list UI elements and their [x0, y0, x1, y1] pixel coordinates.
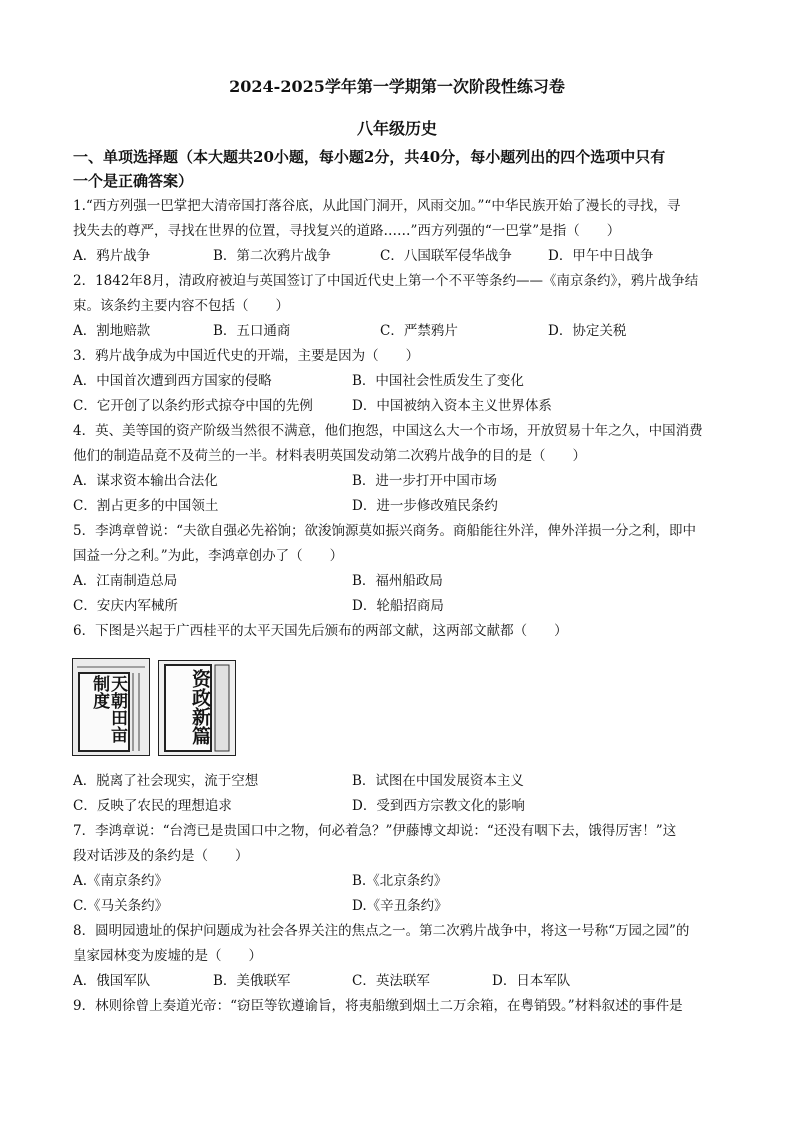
q2-option-b: B．五口通商	[213, 323, 291, 339]
q3-option-b: B．中国社会性质发生了变化	[352, 373, 524, 389]
q3-option-c: C．它开创了以条约形式掠夺中国的先例	[73, 398, 313, 414]
q7-stem-line1: 7．李鸿章说：“台湾已是贵国口中之物，何必着急？”伊藤博文却说：“还没有咽下去，饿得厉害！”这	[73, 823, 677, 839]
q4-option-b: B．进一步打开中国市场	[352, 473, 497, 489]
q1-option-b: B．第二次鸦片战争	[213, 248, 331, 264]
q6-option-d: D．受到西方宗教文化的影响	[352, 798, 525, 814]
q2-option-d: D．协定关税	[548, 323, 627, 339]
q2-option-c: C．严禁鸦片	[380, 323, 458, 339]
q6-option-c: C．反映了农民的理想追求	[73, 798, 232, 814]
q4-stem-line1: 4．英、美等国的资产阶级当然很不满意，他们抱怨，中国这么大一个市场，开放贸易十年之久，中国消费	[73, 423, 703, 439]
q8-option-c: C．英法联军	[352, 973, 430, 989]
q3-option-d: D．中国被纳入资本主义世界体系	[352, 398, 552, 414]
q4-option-c: C．割占更多的中国领土	[73, 498, 219, 514]
exam-subtitle: 八年级历史	[356, 119, 437, 138]
q5-stem-line2: 国益一分之利。”为此，李鸿章创办了（ ）	[73, 548, 344, 564]
q6-option-b: B．试图在中国发展资本主义	[352, 773, 524, 789]
q7-option-b: B.《北京条约》	[352, 873, 448, 889]
q4-option-d: D．进一步修改殖民条约	[352, 498, 498, 514]
q5-option-b: B．福州船政局	[352, 573, 443, 589]
q8-option-d: D．日本军队	[492, 973, 571, 989]
q5-option-a: A．江南制造总局	[73, 573, 178, 589]
q7-stem-line2: 段对话涉及的条约是（ ）	[73, 848, 249, 864]
q1-stem-line2: 找失去的尊严，寻找在世界的位置，寻找复兴的道路……”西方列强的“一巴掌”是指（ ）	[73, 223, 621, 239]
q3-stem-line1: 3．鸦片战争成为中国近代史的开端，主要是因为（ ）	[73, 348, 420, 364]
q1-option-d: D．甲午中日战争	[548, 248, 654, 264]
q4-stem-line2: 他们的制造品竟不及荷兰的一半。材料表明英国发动第二次鸦片战争的目的是（ ）	[73, 448, 586, 464]
document-image-zizheng	[158, 660, 236, 756]
q6-option-a: A．脱离了社会现实，流于空想	[73, 773, 259, 789]
q8-stem-line2: 皇家园林变为废墟的是（ ）	[73, 948, 262, 964]
q7-option-c: C.《马关条约》	[73, 898, 169, 914]
q1-stem-line1: 1.“西方列强一巴掌把大清帝国打落谷底，从此国门洞开，风雨交加。”“中华民族开始了漫长的寻找，寻	[73, 198, 681, 214]
q5-option-d: D．轮船招商局	[352, 598, 444, 614]
exam-title: 2024-2025学年第一学期第一次阶段性练习卷	[229, 77, 565, 96]
q2-stem-line2: 束。该条约主要内容不包括（ ）	[73, 298, 289, 314]
section-heading-line1: 一、单项选择题（本大题共20小题，每小题2分，共40分，每小题列出的四个选项中只有	[73, 148, 666, 166]
q7-option-a: A.《南京条约》	[73, 873, 169, 889]
document-image-tianchao	[72, 658, 150, 756]
section-heading-line2: 一个是正确答案）	[73, 172, 194, 190]
q5-stem-line1: 5．李鸿章曾说：“夫欲自强必先裕饷；欲浚饷源莫如振兴商务。商船能往外洋，俾外洋损一分之利，即中	[73, 523, 696, 539]
q8-option-b: B．美俄联军	[213, 973, 291, 989]
q8-option-a: A．俄国军队	[73, 973, 151, 989]
q1-option-c: C．八国联军侵华战争	[380, 248, 512, 264]
q4-option-a: A．谋求资本输出合法化	[73, 473, 218, 489]
q6-stem-line1: 6．下图是兴起于广西桂平的太平天国先后颁布的两部文献，这两部文献都（ ）	[73, 623, 568, 639]
q1-option-a: A．鸦片战争	[73, 248, 151, 264]
q2-stem-line1: 2．1842年8月，清政府被迫与英国签订了中国近代史上第一个不平等条约——《南京条约》，鸦片战争结	[73, 273, 699, 289]
q8-stem-line1: 8．圆明园遗址的保护问题成为社会各界关注的焦点之一。第二次鸦片战争中，将这一号称“万园之园”的	[73, 923, 690, 939]
q5-option-c: C．安庆内军械所	[73, 598, 178, 614]
q7-option-d: D.《辛丑条约》	[352, 898, 448, 914]
q2-option-a: A．割地赔款	[73, 323, 151, 339]
q3-option-a: A．中国首次遭到西方国家的侵略	[73, 373, 272, 389]
q9-stem-line1: 9．林则徐曾上奏道光帝：“窃臣等钦遵谕旨，将夷船缴到烟土二万余箱，在粤销毁。”材料叙述的事件是	[73, 998, 683, 1014]
document-title-zizheng: 资政新篇	[189, 669, 211, 745]
document-title-tianchao: 天朝田亩制度	[89, 675, 127, 743]
